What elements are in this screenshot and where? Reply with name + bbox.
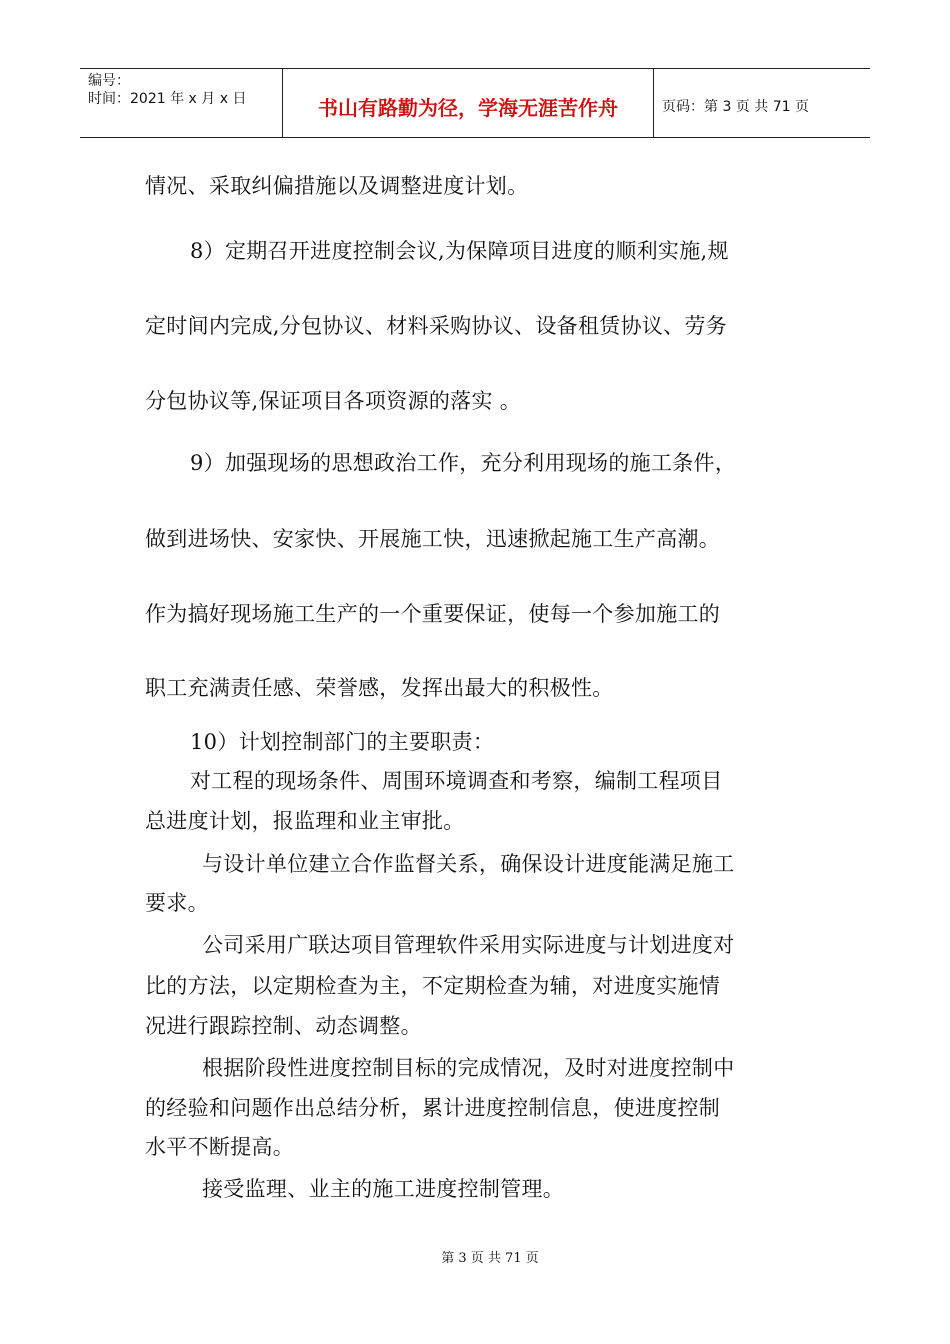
text-line: 9）加强现场的思想政治工作，充分利用现场的施工条件， xyxy=(190,451,737,475)
text-line: 职工充满责任感、荣誉感，发挥出最大的积极性。 xyxy=(145,676,614,700)
text-line: 水平不断提高。 xyxy=(145,1135,295,1159)
text-line: 要求。 xyxy=(145,891,209,915)
time-label: 时间：2021 年 x 月 x 日 xyxy=(88,91,247,107)
number-label: 编号： xyxy=(88,73,130,89)
text-line: 对工程的现场条件、周围环境调查和考察，编制工程项目 xyxy=(190,769,723,793)
text-line: 分包协议等,保证项目各项资源的落实 。 xyxy=(145,389,522,413)
page-footer: 第 3 页 共 71 页 xyxy=(441,1251,539,1266)
text-line: 比的方法，以定期检查为主，不定期检查为辅，对进度实施情 xyxy=(145,974,721,998)
text-line: 总进度计划，报监理和业主审批。 xyxy=(145,809,465,833)
text-line: 做到进场快、安家快、开展施工快，迅速掀起施工生产高潮。 xyxy=(145,527,721,551)
header-page-info: 页码：第 3 页 共 71 页 xyxy=(662,99,809,115)
text-line: 根据阶段性进度控制目标的完成情况，及时对进度控制中 xyxy=(202,1056,735,1080)
text-line: 的经验和问题作出总结分析，累计进度控制信息，使进度控制 xyxy=(145,1096,721,1120)
page-header xyxy=(80,68,870,138)
text-line: 作为搞好现场施工生产的一个重要保证，使每一个参加施工的 xyxy=(145,602,721,626)
text-line: 接受监理、业主的施工进度控制管理。 xyxy=(202,1177,565,1201)
text-line: 况进行跟踪控制、动态调整。 xyxy=(145,1014,422,1038)
text-line: 定时间内完成,分包协议、材料采购协议、设备租赁协议、劳务 xyxy=(145,314,728,338)
header-motto: 书山有路勤为径，学海无涯苦作舟 xyxy=(283,69,654,137)
text-line: 公司采用广联达项目管理软件采用实际进度与计划进度对 xyxy=(202,933,735,957)
text-line: 情况、采取纠偏措施以及调整进度计划。 xyxy=(145,174,529,198)
header-meta xyxy=(80,69,283,137)
text-line: 10）计划控制部门的主要职责： xyxy=(190,730,495,754)
text-line: 8）定期召开进度控制会议,为保障项目进度的顺利实施,规 xyxy=(190,239,729,263)
text-line: 与设计单位建立合作监督关系，确保设计进度能满足施工 xyxy=(202,852,735,876)
